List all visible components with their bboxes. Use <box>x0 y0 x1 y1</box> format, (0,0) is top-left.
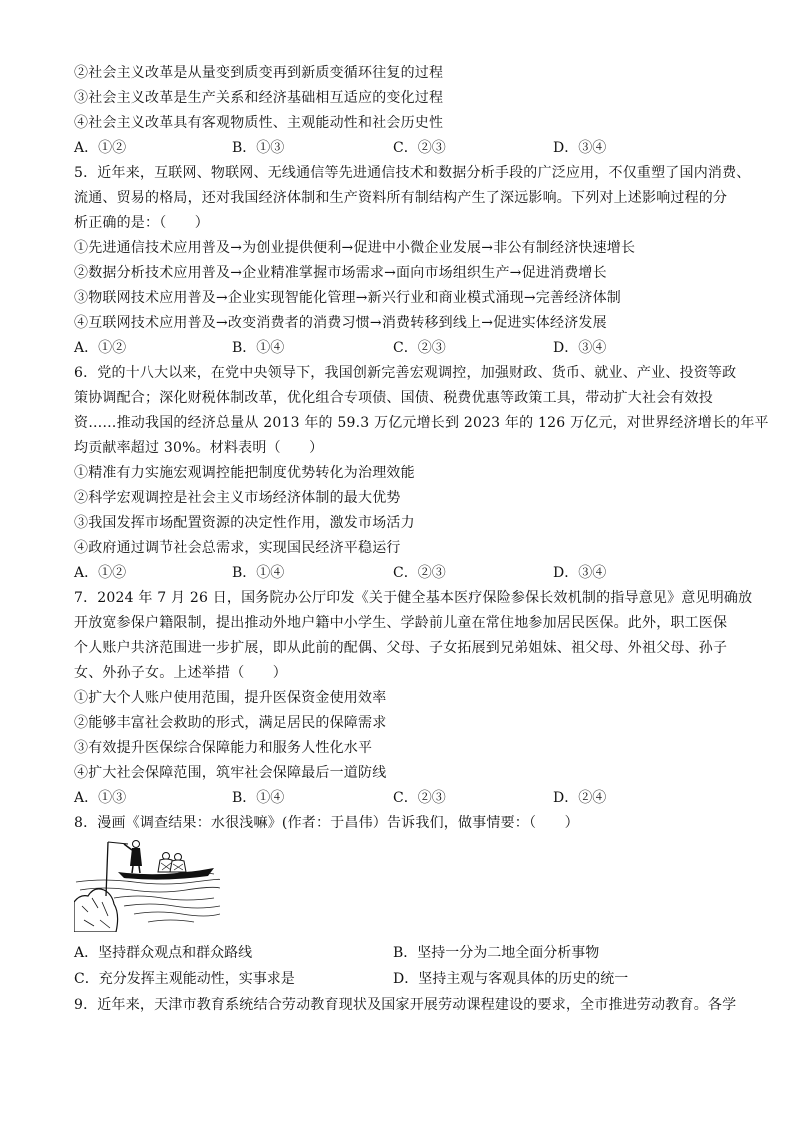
q7-stem-line-4: 女、外孙子女。上述举措（ ） <box>74 665 287 681</box>
q4-item-4: ④社会主义改革具有客观物质性、主观能动性和社会历史性 <box>74 115 444 131</box>
q7-option-d[interactable]: D．②④ <box>553 790 607 806</box>
q4-option-d[interactable]: D．③④ <box>553 140 607 156</box>
q5-option-b[interactable]: B．①④ <box>232 340 285 356</box>
q6-option-d[interactable]: D．③④ <box>553 565 607 581</box>
q8-option-d[interactable]: D．坚持主观与客观具体的历史的统一 <box>393 971 629 987</box>
q6-stem-line-4: 均贡献率超过 30%。材料表明（ ） <box>74 440 324 456</box>
q9-stem-line-1: 9．近年来，天津市教育系统结合劳动教育现状及国家开展劳动课程建设的要求，全市推进劳动教育。各学 <box>74 997 737 1013</box>
q4-option-a[interactable]: A．①② <box>74 140 127 156</box>
q7-option-a[interactable]: A．①③ <box>74 790 127 806</box>
q5-stem-line-3: 析正确的是：（ ） <box>74 215 209 231</box>
q6-stem-line-3: 资……推动我国的经济总量从 2013 年的 59.3 万亿元增长到 2023 年的 126 万亿元，对世界经济增长的年平 <box>74 415 769 431</box>
q5-option-d[interactable]: D．③④ <box>553 340 607 356</box>
q5-stem-line-2: 流通、贸易的格局，还对我国经济体制和生产资料所有制结构产生了深远影响。下列对上述影响过程的分 <box>74 190 728 206</box>
q7-stem-line-2: 开放宽参保户籍限制，提出推动外地户籍中小学生、学龄前儿童在常住地参加居民医保。此外，职工医保 <box>74 615 728 631</box>
q5-option-a[interactable]: A．①② <box>74 340 127 356</box>
cartoon-image <box>74 836 220 932</box>
q8-option-c[interactable]: C．充分发挥主观能动性，实事求是 <box>74 971 295 987</box>
q6-option-c[interactable]: C．②③ <box>393 565 446 581</box>
q7-stem-line-1: 7．2024 年 7 月 26 日，国务院办公厅印发《关于健全基本医疗保险参保长效机制的指导意见》意见明确放 <box>74 590 753 606</box>
q7-option-b[interactable]: B．①④ <box>232 790 285 806</box>
q4-option-b[interactable]: B．①③ <box>232 140 285 156</box>
q5-item-3: ③物联网技术应用普及→企业实现智能化管理→新兴行业和商业模式涌现→完善经济体制 <box>74 290 621 306</box>
q6-item-3: ③我国发挥市场配置资源的决定性作用，激发市场活力 <box>74 515 415 531</box>
q7-stem-line-3: 个人账户共济范围进一步扩展，即从此前的配偶、父母、子女拓展到兄弟姐妹、祖父母、外祖父母、孙子 <box>74 640 728 656</box>
q6-option-a[interactable]: A．①② <box>74 565 127 581</box>
q6-item-4: ④政府通过调节社会总需求，实现国民经济平稳运行 <box>74 540 401 556</box>
q4-option-c[interactable]: C．②③ <box>393 140 446 156</box>
q7-item-1: ①扩大个人账户使用范围，提升医保资金使用效率 <box>74 690 387 706</box>
q6-stem-line-1: 6．党的十八大以来，在党中央领导下，我国创新完善宏观调控，加强财政、货币、就业、产业、投资等政 <box>74 365 737 381</box>
q5-option-c[interactable]: C．②③ <box>393 340 446 356</box>
q5-item-1: ①先进通信技术应用普及→为创业提供便利→促进中小微企业发展→非公有制经济快速增长 <box>74 240 636 256</box>
q4-item-3: ③社会主义改革是生产关系和经济基础相互适应的变化过程 <box>74 90 444 106</box>
q7-item-3: ③有效提升医保综合保障能力和服务人性化水平 <box>74 740 373 756</box>
q8-option-a[interactable]: A．坚持群众观点和群众路线 <box>74 945 253 961</box>
q5-stem-line-1: 5．近年来，互联网、物联网、无线通信等先进通信技术和数据分析手段的广泛应用，不仅重塑了国内消费、 <box>74 165 751 181</box>
q6-item-2: ②科学宏观调控是社会主义市场经济体制的最大优势 <box>74 490 401 506</box>
q6-stem-line-2: 策协调配合；深化财税体制改革，优化组合专项债、国债、税费优惠等政策工具，带动扩大社会有效投 <box>74 390 713 406</box>
q6-option-b[interactable]: B．①④ <box>232 565 285 581</box>
q5-item-2: ②数据分析技术应用普及→企业精准掌握市场需求→面向市场组织生产→促进消费增长 <box>74 265 607 281</box>
q7-item-4: ④扩大社会保障范围，筑牢社会保障最后一道防线 <box>74 765 387 781</box>
q7-option-c[interactable]: C．②③ <box>393 790 446 806</box>
q6-item-1: ①精准有力实施宏观调控能把制度优势转化为治理效能 <box>74 465 415 481</box>
q5-item-4: ④互联网技术应用普及→改变消费者的消费习惯→消费转移到线上→促进实体经济发展 <box>74 315 607 331</box>
q7-item-2: ②能够丰富社会救助的形式，满足居民的保障需求 <box>74 715 387 731</box>
q8-option-b[interactable]: B．坚持一分为二地全面分析事物 <box>393 945 600 961</box>
q4-item-2: ②社会主义改革是从量变到质变再到新质变循环往复的过程 <box>74 65 444 81</box>
q8-stem: 8．漫画《调查结果：水很浅嘛》(作者：于昌伟）告诉我们，做事情要：（ ） <box>74 815 579 831</box>
